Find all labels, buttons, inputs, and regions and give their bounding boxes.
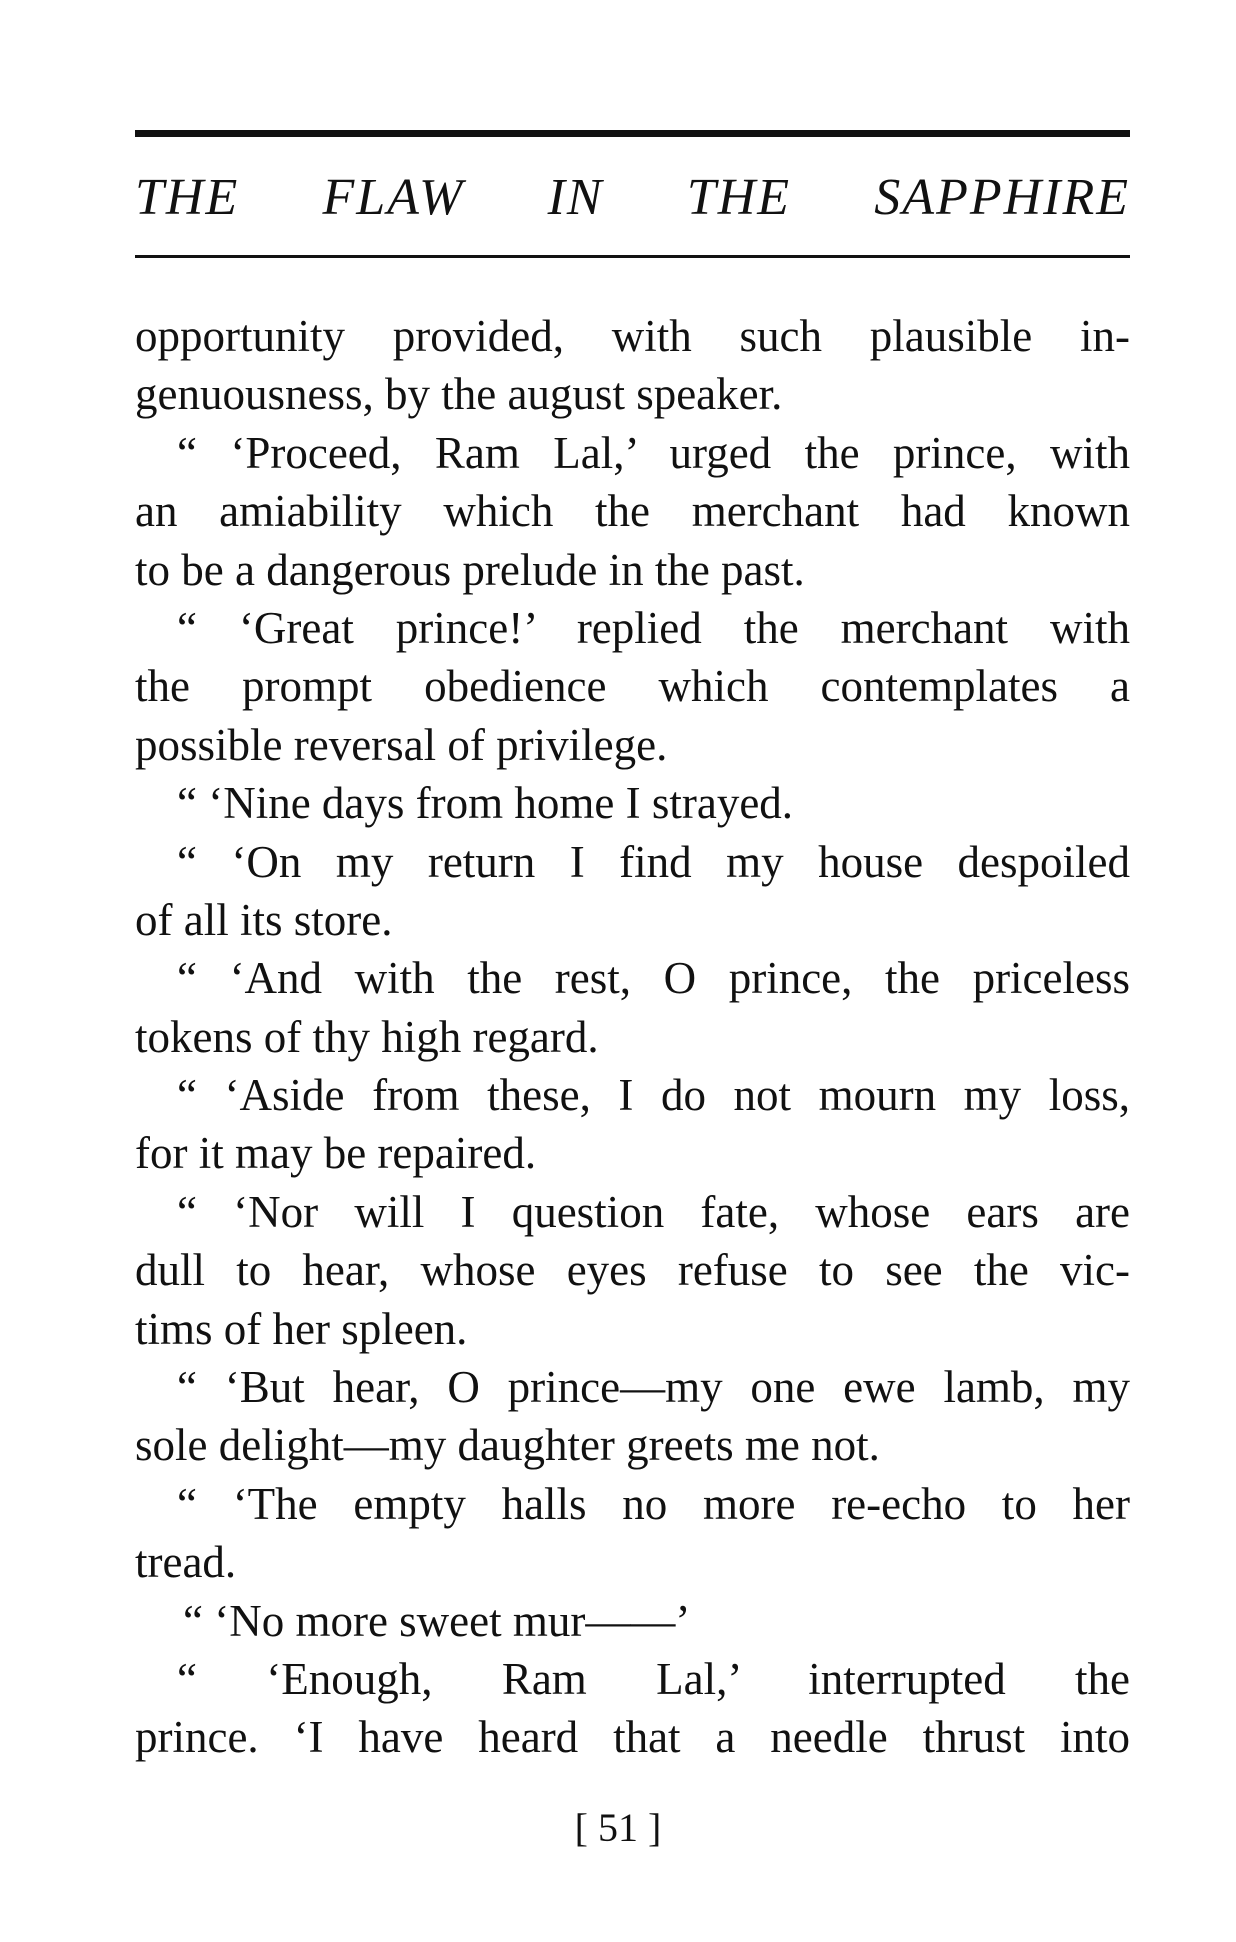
text-line: an amiability which the merchant had known [135, 486, 1130, 537]
text-line: “ ‘Nine days from home I strayed. [177, 778, 794, 829]
text-line: for it may be repaired. [135, 1128, 537, 1179]
text-line: possible reversal of privilege. [135, 719, 668, 770]
running-head: THE FLAW IN THE SAPPHIRE [135, 169, 1130, 226]
body-text [135, 307, 1130, 1767]
header-rule-bottom [135, 255, 1130, 258]
text-line: of all its store. [135, 894, 393, 945]
text-line: dull to hear, whose eyes refuse to see the vic- [135, 1245, 1130, 1296]
text-line: opportunity provided, with such plausible in- [135, 311, 1130, 361]
text-line: “ ‘Great prince!’ replied the merchant with [177, 602, 1130, 653]
text-line: “ ‘Proceed, Ram Lal,’ urged the prince, with [177, 427, 1130, 478]
text-line: “ ‘Nor will I question fate, whose ears are [177, 1186, 1130, 1237]
text-line: prince. ‘I have heard that a needle thrust into [135, 1712, 1130, 1763]
text-line: tread. [135, 1537, 237, 1588]
text-line: to be a dangerous prelude in the past. [135, 544, 805, 595]
text-line: tokens of thy high regard. [135, 1011, 599, 1062]
text-line: genuousness, by the august speaker. [135, 369, 783, 420]
text-line: “ ‘No more sweet mur——’ [183, 1595, 691, 1646]
text-line: sole delight—my daughter greets me not. [135, 1420, 880, 1471]
text-line: “ ‘The empty halls no more re-echo to her [177, 1478, 1130, 1529]
header-rule-top [135, 130, 1130, 137]
page-number: [ 51 ] [574, 1805, 662, 1850]
text-line: “ ‘On my return I find my house despoiled [177, 836, 1130, 887]
text-line: “ ‘Enough, Ram Lal,’ interrupted the [177, 1653, 1130, 1704]
text-line: “ ‘And with the rest, O prince, the priceless [177, 953, 1130, 1004]
text-line: “ ‘Aside from these, I do not mourn my loss, [177, 1070, 1130, 1121]
text-line: tims of her spleen. [135, 1303, 468, 1354]
text-line: “ ‘But hear, O prince—my one ewe lamb, my [177, 1362, 1130, 1413]
text-line: the prompt obedience which contemplates a [135, 661, 1130, 712]
